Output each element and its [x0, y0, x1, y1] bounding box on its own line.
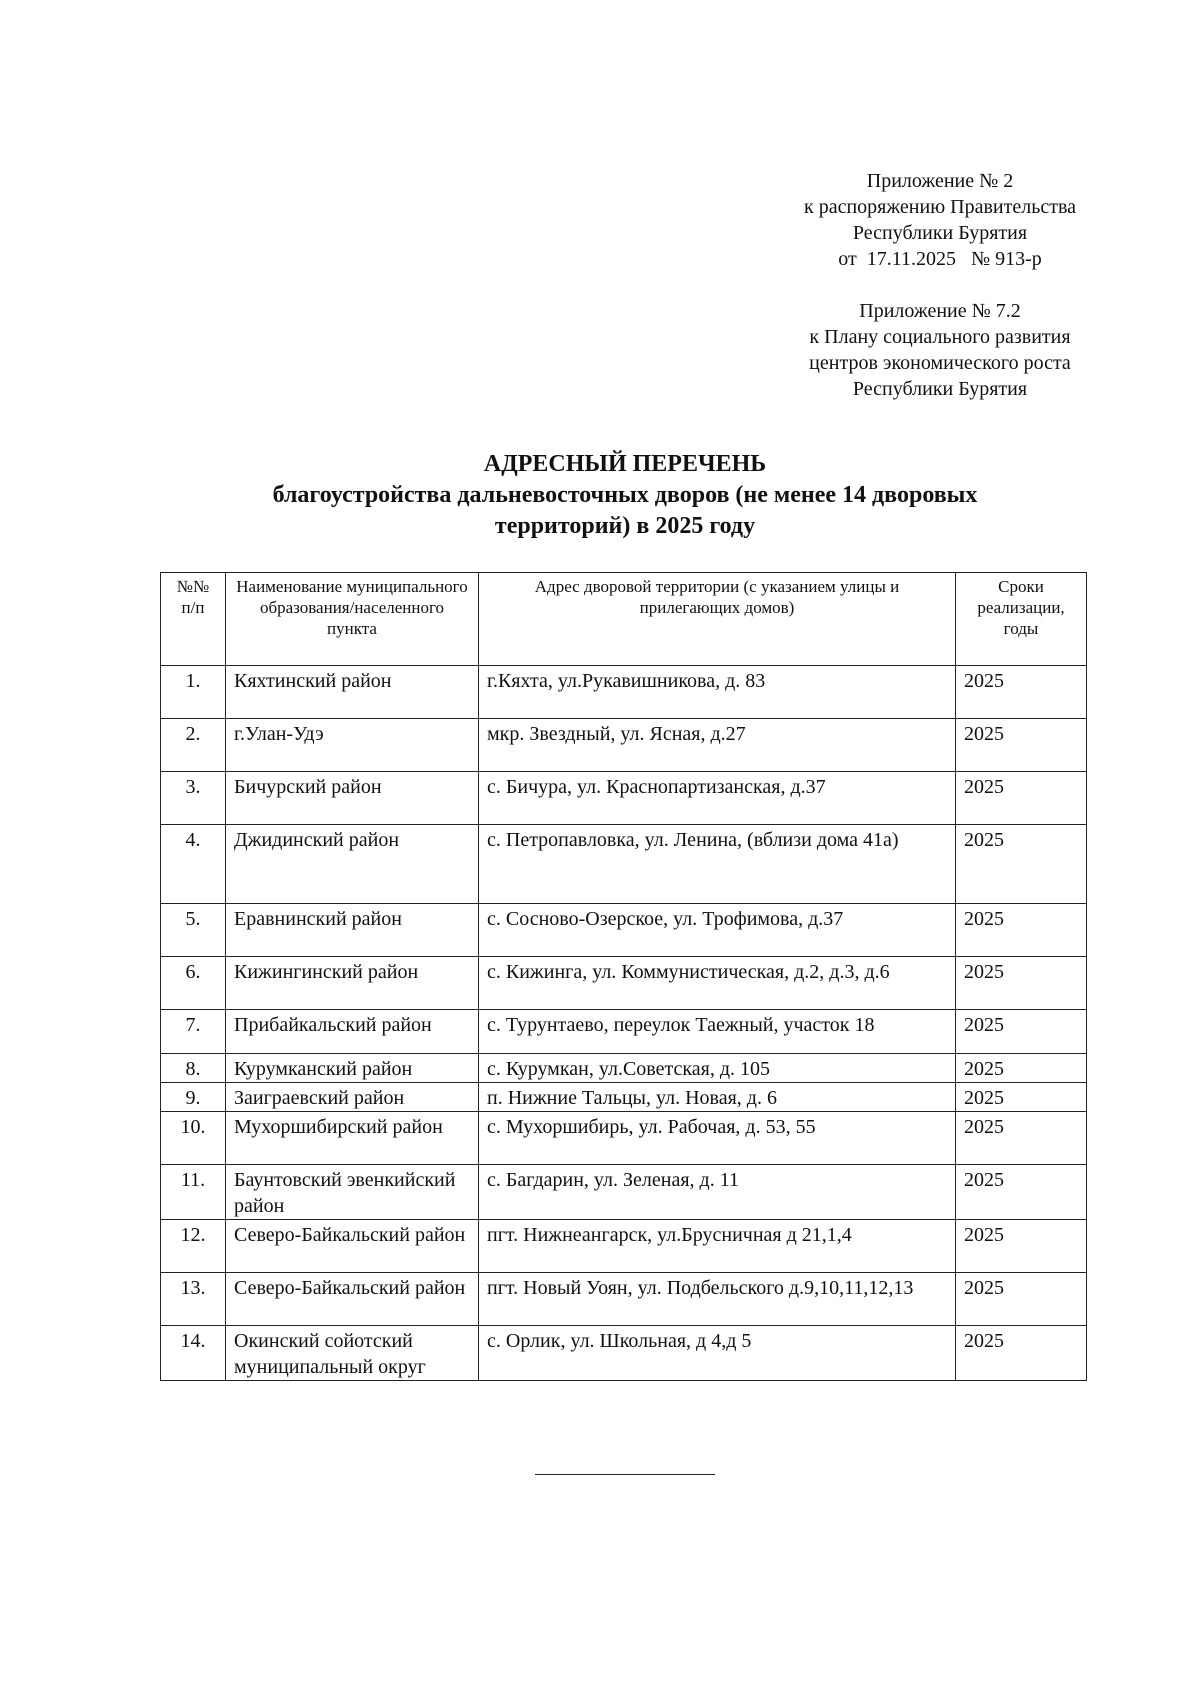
row-year: 2025	[956, 825, 1087, 904]
title-line-3: территорий) в 2025 году	[494, 513, 756, 539]
header-address: Адрес дворовой территории (с указанием улицы и прилегающих домов)	[479, 573, 956, 666]
row-municipality: Прибайкальский район	[226, 1010, 479, 1054]
appendix-line: Республики Бурятия	[852, 378, 1028, 400]
row-municipality: г.Улан-Удэ	[226, 719, 479, 772]
table-row	[161, 1083, 1087, 1112]
row-number: 13.	[161, 1273, 226, 1326]
address-list-table	[160, 572, 1087, 1381]
row-municipality: Северо-Байкальский район	[226, 1273, 479, 1326]
appendix-line: Приложение № 2	[866, 170, 1014, 192]
row-municipality: Бичурский район	[226, 772, 479, 825]
row-year: 2025	[956, 1326, 1087, 1381]
row-address: с. Кижинга, ул. Коммунистическая, д.2, д.3, д.6	[479, 957, 956, 1010]
row-municipality: Окинский сойотский муниципальный округ	[226, 1326, 479, 1381]
table-row	[161, 1273, 1087, 1326]
table-row	[161, 1326, 1087, 1381]
table-header-row	[161, 573, 1087, 666]
table-row	[161, 666, 1087, 719]
table-row	[161, 1010, 1087, 1054]
row-address: с. Бичура, ул. Краснопартизанская, д.37	[479, 772, 956, 825]
row-number: 2.	[161, 719, 226, 772]
row-address: пгт. Новый Уоян, ул. Подбельского д.9,10,11,12,13	[479, 1273, 956, 1326]
table-row	[161, 1112, 1087, 1165]
row-number: 5.	[161, 904, 226, 957]
title-line-2: благоустройства дальневосточных дворов (не менее 14 дворовых	[272, 482, 978, 508]
row-number: 1.	[161, 666, 226, 719]
title-line-1: АДРЕСНЫЙ ПЕРЕЧЕНЬ	[483, 451, 767, 477]
row-municipality: Джидинский район	[226, 825, 479, 904]
row-year: 2025	[956, 1165, 1087, 1220]
row-municipality: Курумканский район	[226, 1054, 479, 1083]
row-address: с. Петропавловка, ул. Ленина, (вблизи дома 41а)	[479, 825, 956, 904]
row-municipality: Еравнинский район	[226, 904, 479, 957]
table-row	[161, 719, 1087, 772]
appendix-7-2-header	[700, 298, 1180, 402]
row-address: мкр. Звездный, ул. Ясная, д.27	[479, 719, 956, 772]
row-municipality: Баунтовский эвенкийский район	[226, 1165, 479, 1220]
header-municipality: Наименование муниципального образования/населенного пункта	[226, 573, 479, 666]
row-address: г.Кяхта, ул.Рукавишникова, д. 83	[479, 666, 956, 719]
row-number: 11.	[161, 1165, 226, 1220]
table-row	[161, 1054, 1087, 1083]
appendix-line: Приложение № 7.2	[859, 300, 1021, 322]
row-address: с. Турунтаево, переулок Таежный, участок 18	[479, 1010, 956, 1054]
row-municipality: Кяхтинский район	[226, 666, 479, 719]
header-year: Сроки реализации, годы	[956, 573, 1087, 666]
appendix-line: к Плану социального развития	[809, 326, 1071, 348]
row-number: 7.	[161, 1010, 226, 1054]
row-year: 2025	[956, 666, 1087, 719]
row-year: 2025	[956, 1112, 1087, 1165]
table-row	[161, 825, 1087, 904]
row-municipality: Кижингинский район	[226, 957, 479, 1010]
appendix-line: к распоряжению Правительства	[803, 196, 1076, 218]
row-year: 2025	[956, 1010, 1087, 1054]
table-row	[161, 1165, 1087, 1220]
row-number: 3.	[161, 772, 226, 825]
table-row	[161, 772, 1087, 825]
row-number: 10.	[161, 1112, 226, 1165]
row-municipality: Мухоршибирский район	[226, 1112, 479, 1165]
appendix-line: центров экономического роста	[809, 352, 1071, 374]
row-address: с. Багдарин, ул. Зеленая, д. 11	[479, 1165, 956, 1220]
table-row	[161, 904, 1087, 957]
footer-divider	[535, 1474, 715, 1475]
row-address: пгт. Нижнеангарск, ул.Брусничная д 21,1,4	[479, 1220, 956, 1273]
row-number: 4.	[161, 825, 226, 904]
row-number: 6.	[161, 957, 226, 1010]
row-address: с. Курумкан, ул.Советская, д. 105	[479, 1054, 956, 1083]
table-row	[161, 1220, 1087, 1273]
row-year: 2025	[956, 1083, 1087, 1112]
appendix-2-header	[700, 168, 1180, 272]
row-municipality: Северо-Байкальский район	[226, 1220, 479, 1273]
header-number: №№ п/п	[161, 573, 226, 666]
table-row	[161, 957, 1087, 1010]
document-title	[160, 449, 1090, 542]
row-number: 14.	[161, 1326, 226, 1381]
row-municipality: Заиграевский район	[226, 1083, 479, 1112]
row-year: 2025	[956, 1220, 1087, 1273]
appendix-line: Республики Бурятия	[852, 222, 1028, 244]
row-number: 12.	[161, 1220, 226, 1273]
row-year: 2025	[956, 957, 1087, 1010]
row-year: 2025	[956, 719, 1087, 772]
appendix-line: от 17.11.2025 № 913-р	[838, 248, 1042, 270]
row-number: 8.	[161, 1054, 226, 1083]
row-year: 2025	[956, 1273, 1087, 1326]
row-address: с. Сосново-Озерское, ул. Трофимова, д.37	[479, 904, 956, 957]
row-year: 2025	[956, 1054, 1087, 1083]
row-address: с. Орлик, ул. Школьная, д 4,д 5	[479, 1326, 956, 1381]
row-year: 2025	[956, 904, 1087, 957]
row-number: 9.	[161, 1083, 226, 1112]
row-address: п. Нижние Тальцы, ул. Новая, д. 6	[479, 1083, 956, 1112]
row-year: 2025	[956, 772, 1087, 825]
row-address: с. Мухоршибирь, ул. Рабочая, д. 53, 55	[479, 1112, 956, 1165]
